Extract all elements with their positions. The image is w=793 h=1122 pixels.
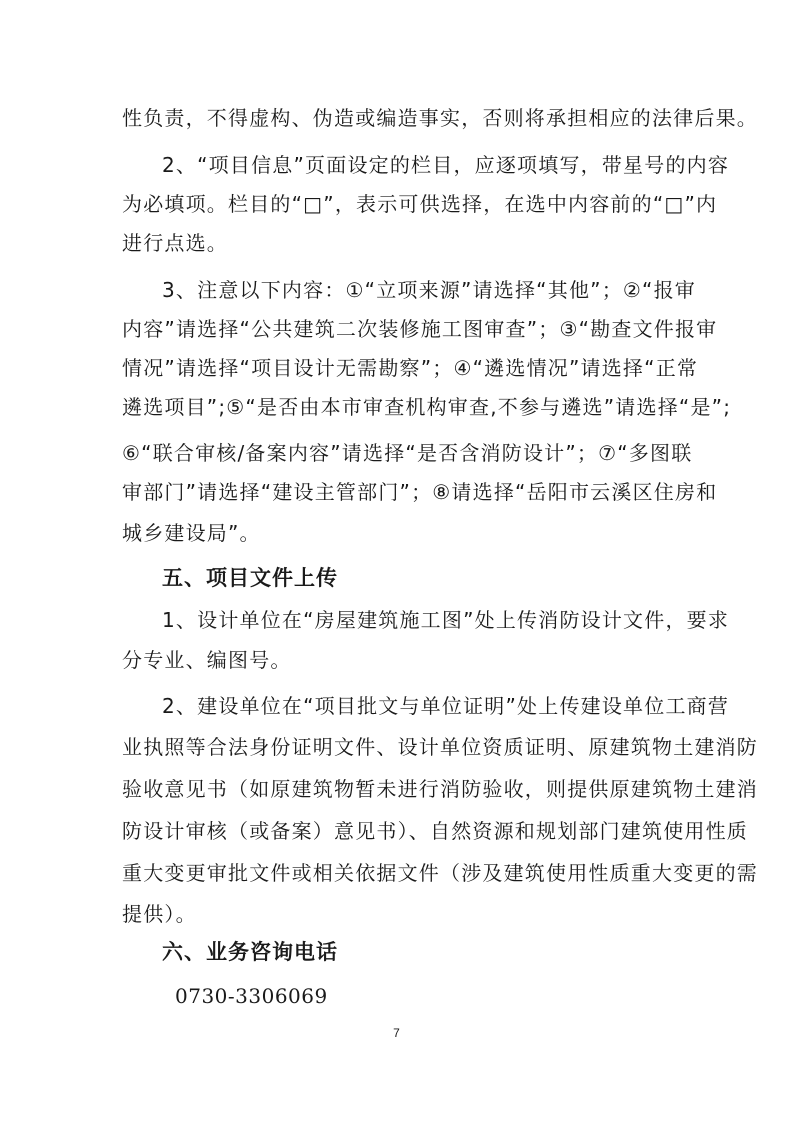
section-heading-consultation: 六、业务咨询电话: [162, 940, 338, 964]
paragraph-line: 防设计审核（或备案）意见书）、自然资源和规划部门建筑使用性质: [122, 819, 748, 843]
paragraph-line: 2、建设单位在“项目批文与单位证明”处上传建设单位工商营: [162, 694, 730, 718]
paragraph-line: 分专业、编图号。: [122, 648, 292, 672]
paragraph-line: 3、注意以下内容：①“立项来源”请选择“其他”；②“报审: [162, 278, 696, 302]
paragraph-line: 内容”请选择“公共建筑二次装修施工图审查”；③“勘查文件报审: [122, 317, 718, 341]
paragraph-line: 进行点选。: [122, 231, 228, 255]
paragraph-line: 情况”请选择“项目设计无需勘察”；④“遴选情况”请选择“正常: [122, 356, 699, 380]
paragraph-line: 城乡建设局”。: [122, 521, 261, 545]
paragraph-line: 性负责，不得虚构、伪造或编造事实，否则将承担相应的法律后果。: [122, 106, 758, 130]
paragraph-line: 2、“项目信息”页面设定的栏目，应逐项填写，带星号的内容: [162, 153, 730, 177]
section-heading-upload: 五、项目文件上传: [162, 566, 338, 590]
paragraph-line: 验收意见书（如原建筑物暂未进行消防验收，则提供原建筑物土建消: [122, 777, 758, 801]
paragraph-line: 重大变更审批文件或相关依据文件（涉及建筑使用性质重大变更的需: [122, 861, 758, 885]
paragraph-line: 提供）。: [122, 902, 197, 926]
paragraph-line: 遴选项目”;⑤“是否由本市审查机构审查,不参与遴选”请选择“是”;: [122, 395, 732, 419]
paragraph-line: 审部门”请选择“建设主管部门”；⑧请选择“岳阳市云溪区住房和: [122, 480, 718, 504]
phone-number: 0730-3306069: [175, 984, 328, 1008]
paragraph-line: 业执照等合法身份证明文件、设计单位资质证明、原建筑物土建消防: [122, 735, 758, 759]
paragraph-line: 1、设计单位在“房屋建筑施工图”处上传消防设计文件，要求: [162, 608, 730, 632]
page-number: 7: [393, 1026, 400, 1040]
paragraph-line: 为必填项。栏目的“□”，表示可供选择，在选中内容前的“□”内: [122, 192, 718, 216]
paragraph-line: ⑥“联合审核/备案内容”请选择“是否含消防设计”；⑦“多图联: [122, 441, 693, 465]
